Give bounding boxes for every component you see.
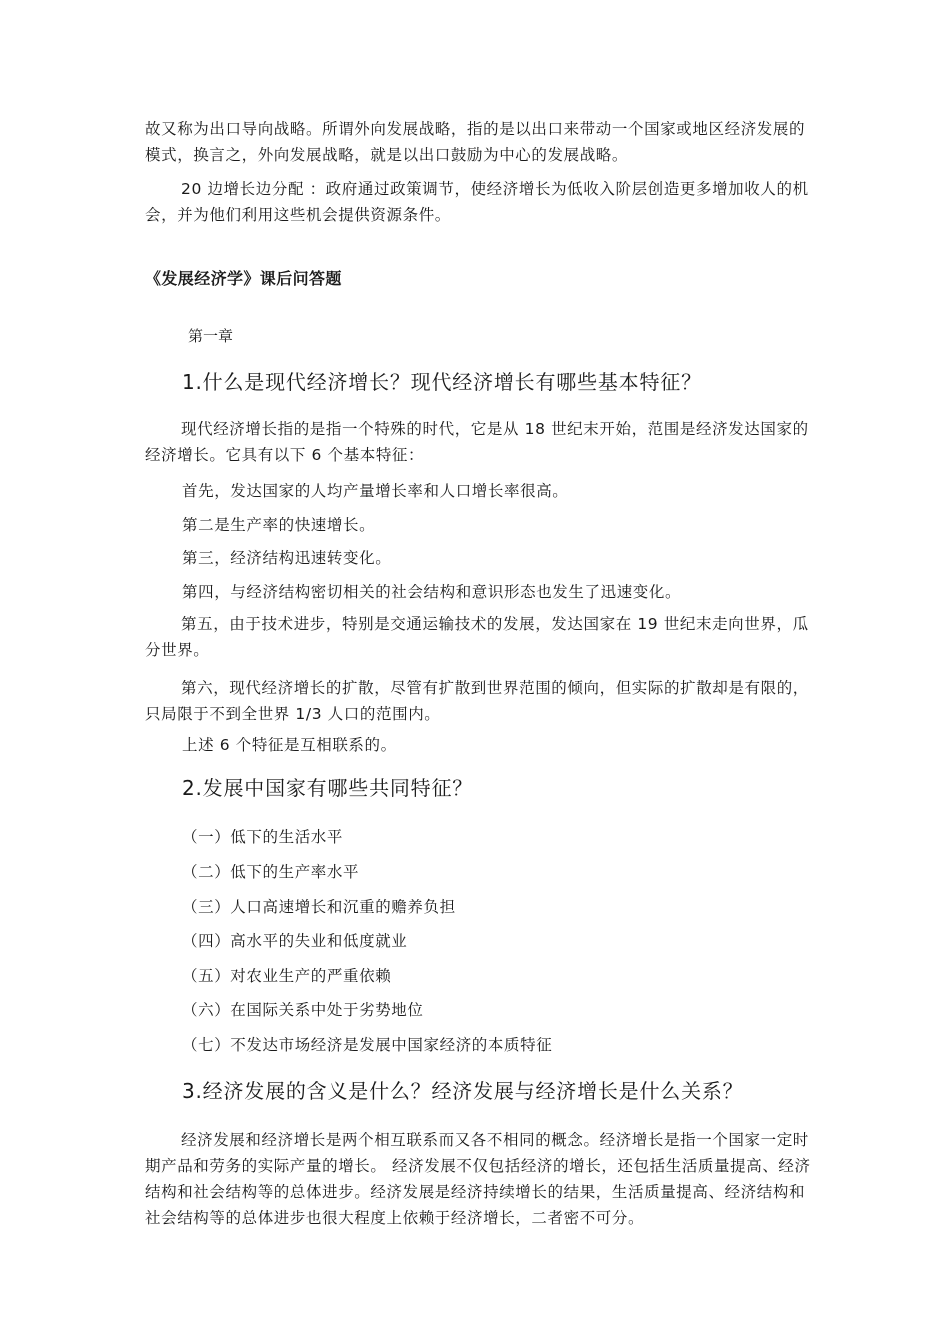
list-item: （七）不发达市场经济是发展中国家经济的本质特征	[182, 1036, 553, 1054]
question-3-title: 3.经济发展的含义是什么？经济发展与经济增长是什么关系？	[182, 1079, 744, 1103]
list-item: （六）在国际关系中处于劣势地位	[182, 1001, 424, 1019]
list-item: （三）人口高速增长和沉重的赡养负担	[182, 898, 456, 916]
feature-summary: 上述 6 个特征是互相联系的。	[182, 736, 397, 754]
feature-item: 第二是生产率的快速增长。	[182, 516, 376, 534]
section-title: 《发展经济学》课后问答题	[145, 269, 342, 288]
feature-item: 第四，与经济结构密切相关的社会结构和意识形态也发生了迅速变化。	[182, 583, 682, 601]
question-1-intro: 现代经济增长指的是指一个特殊的时代，它是从 18 世纪末开始，范围是经济发达国家的经济增长。它具有以下 6 个基本特征：	[145, 420, 809, 464]
list-item: （一）低下的生活水平	[182, 828, 344, 846]
feature-item: 第五，由于技术进步，特别是交通运输技术的发展，发达国家在 19 世纪末走向世界，瓜分世界。	[145, 615, 809, 659]
question-1-title: 1.什么是现代经济增长？现代经济增长有哪些基本特征？	[182, 370, 702, 394]
feature-item: 第三，经济结构迅速转变化。	[182, 549, 392, 567]
question-2-title: 2.发展中国家有哪些共同特征？	[182, 776, 474, 800]
feature-item: 第六，现代经济增长的扩散，尽管有扩散到世界范围的倾向，但实际的扩散却是有限的，只局限于不到全世界 1/3 人口的范围内。	[145, 679, 809, 723]
list-item: （二）低下的生产率水平	[182, 863, 360, 881]
paragraph-growth-with-distribution: 20 边增长边分配 ：政府通过政策调节，使经济增长为低收入阶层创造更多增加收人的机会，并为他们利用这些机会提供资源条件。	[145, 180, 809, 224]
paragraph-outward-strategy: 故又称为出口导向战略。所谓外向发展战略，指的是以出口来带动一个国家或地区经济发展的模式，换言之，外向发展战略，就是以出口鼓励为中心的发展战略。	[145, 120, 806, 164]
question-3-body: 经济发展和经济增长是两个相互联系而又各不相同的概念。经济增长是指一个国家一定时期产品和劳务的实际产量的增长。 经济发展不仅包括经济的增长，还包括生活质量提高、经济结构和社会结构等的总体进步。经济发展是经济持续增长的结果，生活质量提高、经济结构和社会结构等的总体进步也很大程度上依赖于经济增长，二者密不可分。	[145, 1131, 811, 1227]
feature-item: 首先，发达国家的人均产量增长率和人口增长率很高。	[182, 482, 569, 500]
list-item: （五）对农业生产的严重依赖	[182, 967, 392, 985]
list-item: （四）高水平的失业和低度就业	[182, 932, 408, 950]
chapter-label: 第一章	[188, 327, 234, 345]
